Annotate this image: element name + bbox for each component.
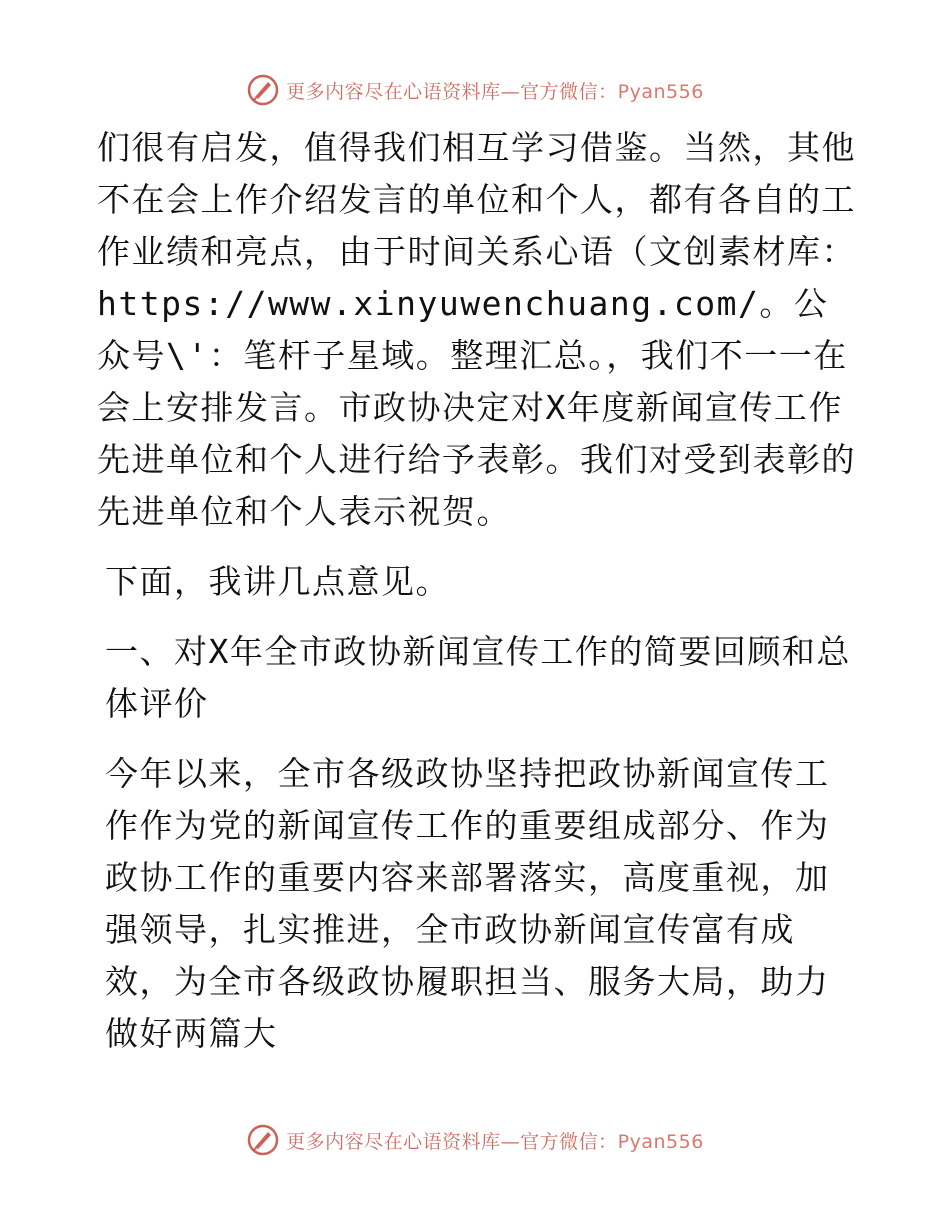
quill-seal-icon (246, 1123, 280, 1157)
header-watermark (0, 70, 950, 110)
paragraph-3: 今年以来，全市各级政协坚持把政协新闻宣传工作作为党的新闻宣传工作的重要组成部分、作为政协工作的重要内容来部署落实，高度重视，加强领导，扎实推进，全市政协新闻宣传富有成效，为全市各级政协履职担当、服务大局，助力做好两篇大 (105, 754, 830, 1053)
paragraph-2: 下面，我讲几点意见。 (105, 562, 450, 601)
watermark-text: 更多内容尽在心语资料库—官方微信：Pyan556 (286, 1130, 704, 1153)
document-body (97, 122, 857, 1060)
quill-seal-icon (246, 73, 280, 107)
watermark-wechat-id: Pyan556 (617, 1130, 704, 1153)
paragraph-1: 们很有启发，值得我们相互学习借鉴。当然，其他不在会上作介绍发言的单位和个人，都有各自的工作业绩和亮点，由于时间关系心语（文创素材库：https://www.xinyuwenchuang.com/。公众号\'：笔杆子星域。整理汇总。，我们不一一在会上安排发言。市政协决定对X年度新闻宣传工作先进单位和个人进行给予表彰。我们对受到表彰的先进单位和个人表示祝贺。 (97, 128, 856, 531)
section-heading-1: 一、对X年全市政协新闻宣传工作的简要回顾和总体评价 (105, 632, 851, 723)
watermark-wechat-id: Pyan556 (617, 80, 704, 103)
watermark-text: 更多内容尽在心语资料库—官方微信：Pyan556 (286, 80, 704, 103)
footer-watermark (0, 1120, 950, 1160)
